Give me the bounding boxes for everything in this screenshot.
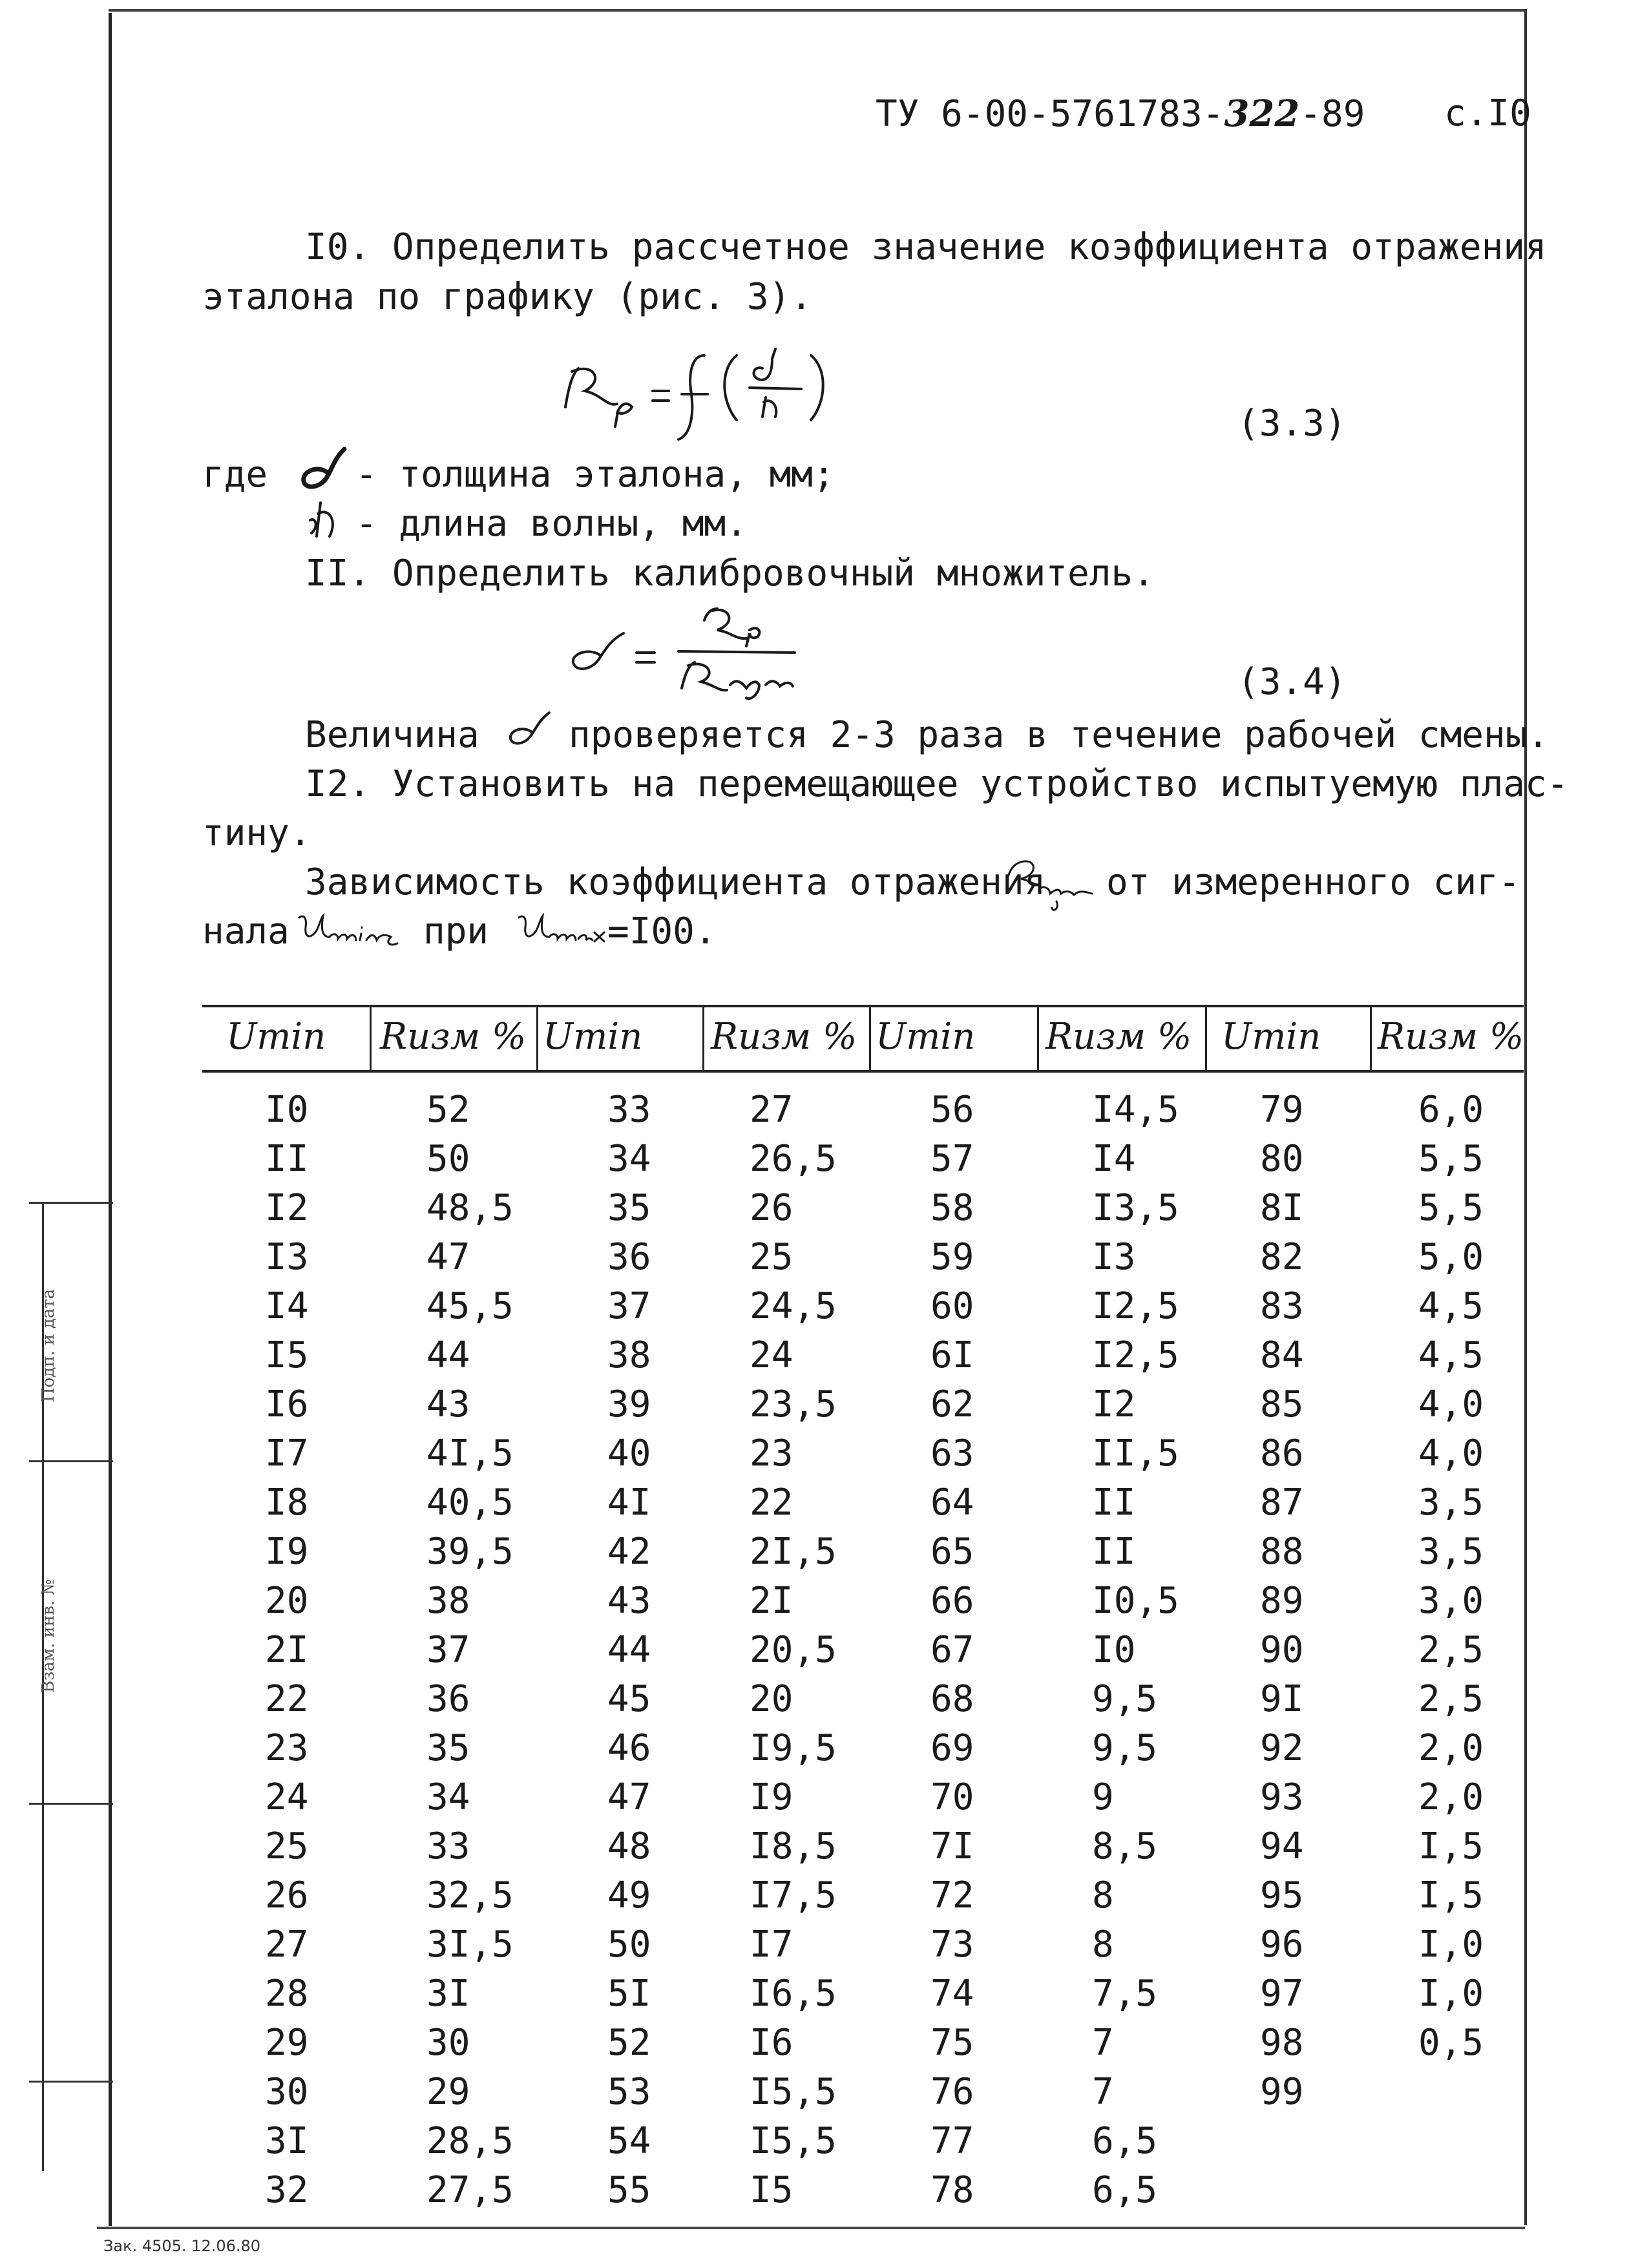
table-cell-umin: 78 [930,2169,974,2211]
table-cell-r: 8 [1092,1924,1114,1966]
table-cell-umin: 62 [930,1383,974,1425]
table-cell-r: 24,5 [750,1285,837,1327]
dependency-line2-end: =I00. [607,910,717,952]
table-cell-r: 8 [1092,1874,1114,1916]
table-cell-r: 29 [426,2071,470,2113]
table-cell-umin: 20 [265,1580,309,1622]
table-cell-r: I,5 [1418,1825,1484,1867]
table-cell-r: 2,5 [1418,1678,1484,1720]
table-cell-r: 4,0 [1418,1383,1484,1425]
table-cell-umin: 35 [607,1187,651,1229]
table-cell-r: I,0 [1418,1924,1484,1966]
table-cell-umin: 54 [607,2120,651,2162]
table-cell-umin: 93 [1260,1776,1304,1818]
table-cell-umin: 92 [1260,1727,1304,1769]
table-cell-umin: 72 [930,1874,974,1916]
doc-code-handwritten: 322 [1224,92,1300,135]
table-cell-umin: 6I [930,1334,974,1376]
column-header-umin: Umin [226,1016,326,1058]
table-cell-umin: II [265,1138,309,1180]
table-cell-umin: 59 [930,1236,974,1278]
table-cell-umin: 65 [930,1531,974,1573]
table-cell-r: I,0 [1418,1973,1484,2015]
column-header-r: Rизм % [380,1016,527,1058]
table-cell-r: 3,5 [1418,1482,1484,1524]
table-cell-umin: I3 [265,1236,309,1278]
frame-right-rule [1524,9,1527,2225]
table-cell-umin: 58 [930,1187,974,1229]
table-cell-r: I2 [1092,1383,1136,1425]
table-cell-r: I2,5 [1092,1334,1179,1376]
table-cell-umin: 39 [607,1383,651,1425]
table-divider [1205,1005,1207,1073]
table-cell-umin: 36 [607,1236,651,1278]
table-cell-r: 30 [426,2022,470,2064]
table-cell-r: 23,5 [750,1383,837,1425]
table-cell-r: 2,5 [1418,1629,1484,1671]
table-cell-r: 6,5 [1092,2120,1158,2162]
table-cell-umin: 99 [1260,2071,1304,2113]
table-cell-umin: 25 [265,1825,309,1867]
paragraph-12-line1: I2. Установить на перемещающее устройство испытуемую плас- [305,763,1569,805]
table-cell-r: 4,5 [1418,1285,1484,1327]
frame-top-rule [109,9,1527,12]
table-cell-r: 22 [750,1482,793,1524]
table-cell-umin: 55 [607,2169,651,2211]
table-cell-r: 4,0 [1418,1433,1484,1475]
table-cell-r: 38 [426,1580,470,1622]
table-cell-r: I4,5 [1092,1089,1179,1131]
table-cell-r: 20,5 [750,1629,837,1671]
table-cell-r: I2,5 [1092,1285,1179,1327]
table-cell-umin: 34 [607,1138,651,1180]
table-divider [869,1005,871,1073]
paragraph-10-line1: I0. Определить рассчетное значение коэффициента отражения [305,226,1547,268]
r-izm-symbol-icon [1002,856,1102,914]
equation-3-4-number: (3.4) [1237,661,1347,703]
doc-code [876,92,1365,135]
table-cell-umin: I6 [265,1383,309,1425]
side-stamp [0,1202,113,2171]
table-cell-r: I8,5 [750,1825,837,1867]
table-cell-umin: 24 [265,1776,309,1818]
equation-3-3-number: (3.3) [1237,403,1347,445]
doc-code-suffix: -89 [1299,93,1365,135]
table-cell-r: I6 [750,2022,793,2064]
footer-order-note: Зак. 4505. 12.06.80 [103,2237,261,2255]
stamp-label-signature: Подп. и дата [39,1288,58,1402]
column-header-r: Rизм % [1378,1016,1524,1058]
table-cell-umin: 79 [1260,1089,1304,1131]
table-cell-r: I5,5 [750,2071,837,2113]
table-cell-r: 43 [426,1383,470,1425]
check-sentence-suffix: проверяется 2-3 раза в течение рабочей смены. [569,714,1549,756]
table-cell-umin: 44 [607,1629,651,1671]
table-cell-r: 33 [426,1825,470,1867]
table-cell-umin: 60 [930,1285,974,1327]
table-cell-umin: 8I [1260,1187,1304,1229]
table-cell-r: 0,5 [1418,2022,1484,2064]
table-header-rule [202,1070,1524,1073]
table-cell-r: 2I,5 [750,1531,837,1573]
table-cell-umin: 30 [265,2071,309,2113]
table-cell-umin: 95 [1260,1874,1304,1916]
dependency-line2-start: нала [202,910,289,952]
table-cell-umin: 94 [1260,1825,1304,1867]
table-cell-umin: 40 [607,1433,651,1475]
table-cell-r: 5,5 [1418,1187,1484,1229]
table-cell-r: 39,5 [426,1531,514,1573]
table-cell-r: II [1092,1482,1136,1524]
paragraph-12-line2: тину. [202,812,311,854]
table-cell-umin: 56 [930,1089,974,1131]
formula-3-4 [552,601,824,704]
table-cell-umin: 45 [607,1678,651,1720]
table-cell-umin: 26 [265,1874,309,1916]
table-cell-umin: I4 [265,1285,309,1327]
table-divider [370,1005,372,1073]
table-cell-umin: I5 [265,1334,309,1376]
table-cell-umin: 27 [265,1924,309,1966]
table-cell-umin: 23 [265,1727,309,1769]
table-cell-r: I9 [750,1776,793,1818]
table-cell-r: 20 [750,1678,793,1720]
table-cell-r: II,5 [1092,1433,1179,1475]
page-number: с.I0 [1444,92,1531,134]
table-cell-r: 45,5 [426,1285,514,1327]
table-cell-umin: 53 [607,2071,651,2113]
table-cell-r: 24 [750,1334,793,1376]
table-cell-r: 8,5 [1092,1825,1158,1867]
table-cell-r: 37 [426,1629,470,1671]
table-cell-umin: 84 [1260,1334,1304,1376]
table-divider [702,1005,704,1073]
table-cell-umin: 52 [607,2022,651,2064]
table-cell-umin: 7I [930,1825,974,1867]
table-cell-r: I0,5 [1092,1580,1179,1622]
table-cell-r: 47 [426,1236,470,1278]
table-cell-umin: I7 [265,1433,309,1475]
paragraph-11: II. Определить калибровочный множитель. [305,552,1155,594]
u-max-symbol-icon [514,908,611,953]
table-cell-umin: 37 [607,1285,651,1327]
table-cell-r: 23 [750,1433,793,1475]
dependency-line2-mid: при [423,910,489,952]
table-cell-umin: 98 [1260,2022,1304,2064]
table-cell-umin: 2I [265,1629,309,1671]
table-cell-r: 44 [426,1334,470,1376]
table-cell-umin: 75 [930,2022,974,2064]
table-cell-r: I5 [750,2169,793,2211]
table-cell-r: I9,5 [750,1727,837,1769]
table-cell-umin: 90 [1260,1629,1304,1671]
table-cell-r: I3,5 [1092,1187,1179,1229]
table-cell-r: 50 [426,1138,470,1180]
table-cell-umin: 88 [1260,1531,1304,1573]
table-cell-umin: 50 [607,1924,651,1966]
table-cell-umin: I0 [265,1089,309,1131]
table-cell-r: I7,5 [750,1874,837,1916]
table-cell-r: 35 [426,1727,470,1769]
table-cell-umin: 87 [1260,1482,1304,1524]
table-cell-umin: I9 [265,1531,309,1573]
table-cell-umin: 29 [265,2022,309,2064]
delta-description: - толщина эталона, мм; [355,454,835,496]
table-divider [536,1005,538,1073]
table-cell-umin: 68 [930,1678,974,1720]
table-cell-umin: 86 [1260,1433,1304,1475]
table-cell-r: 3,5 [1418,1531,1484,1573]
table-cell-r: 3I,5 [426,1924,514,1966]
table-cell-umin: 80 [1260,1138,1304,1180]
table-cell-umin: 77 [930,2120,974,2162]
table-cell-r: 6,5 [1092,2169,1158,2211]
table-cell-r: 25 [750,1236,793,1278]
column-header-umin: Umin [543,1016,643,1058]
table-cell-r: 7 [1092,2022,1114,2064]
table-cell-umin: 74 [930,1973,974,2015]
table-cell-umin: 97 [1260,1973,1304,2015]
where-word: где [202,454,268,496]
check-sentence-prefix: Величина [305,714,479,756]
doc-code-prefix: ТУ 6-00-5761783- [876,93,1224,135]
stamp-label-replacement: Взам. инв. № [39,1579,58,1693]
table-top-rule [202,1005,1524,1007]
table-cell-umin: 47 [607,1776,651,1818]
table-cell-r: 34 [426,1776,470,1818]
column-header-r: Rизм % [1045,1016,1192,1058]
table-cell-umin: I8 [265,1482,309,1524]
table-cell-r: I,5 [1418,1874,1484,1916]
table-cell-umin: 43 [607,1580,651,1622]
table-cell-r: 48,5 [426,1187,514,1229]
table-cell-r: 36 [426,1678,470,1720]
table-cell-r: II [1092,1531,1136,1573]
table-cell-r: 26,5 [750,1138,837,1180]
table-cell-umin: 32 [265,2169,309,2211]
table-cell-umin: 4I [607,1482,651,1524]
table-cell-r: 3,0 [1418,1580,1484,1622]
table-cell-r: I4 [1092,1138,1136,1180]
table-cell-umin: 70 [930,1776,974,1818]
column-header-umin: Umin [876,1016,976,1058]
alpha-symbol-icon [503,709,554,748]
delta-symbol-icon [294,446,352,494]
table-cell-r: 5,5 [1418,1138,1484,1180]
table-cell-umin: I2 [265,1187,309,1229]
table-cell-umin: 5I [607,1973,651,2015]
table-cell-umin: 64 [930,1482,974,1524]
table-cell-umin: 38 [607,1334,651,1376]
table-cell-r: I0 [1092,1629,1136,1671]
formula-3-3 [556,330,892,446]
table-cell-umin: 57 [930,1138,974,1180]
table-cell-umin: 63 [930,1433,974,1475]
table-cell-r: 3I [426,1973,470,2015]
table-cell-r: 9,5 [1092,1678,1158,1720]
table-cell-umin: 76 [930,2071,974,2113]
table-cell-r: 2,0 [1418,1727,1484,1769]
table-cell-umin: 48 [607,1825,651,1867]
table-cell-r: I6,5 [750,1973,837,2015]
table-cell-umin: 89 [1260,1580,1304,1622]
table-cell-r: 32,5 [426,1874,514,1916]
table-cell-umin: 33 [607,1089,651,1131]
table-cell-r: I7 [750,1924,793,1966]
table-cell-umin: 28 [265,1973,309,2015]
table-cell-r: I3 [1092,1236,1136,1278]
table-cell-r: 28,5 [426,2120,514,2162]
column-header-r: Rизм % [711,1016,857,1058]
lambda-symbol-icon [302,498,348,543]
table-cell-umin: 96 [1260,1924,1304,1966]
table-divider [1370,1005,1372,1073]
lambda-description: - длина волны, мм. [355,503,748,545]
table-cell-umin: 67 [930,1629,974,1671]
table-cell-r: 2,0 [1418,1776,1484,1818]
table-cell-r: 6,0 [1418,1089,1484,1131]
table-cell-r: 5,0 [1418,1236,1484,1278]
table-cell-umin: 46 [607,1727,651,1769]
table-cell-r: 40,5 [426,1482,514,1524]
table-cell-r: 27 [750,1089,793,1131]
table-cell-r: 4,5 [1418,1334,1484,1376]
table-cell-r: 7 [1092,2071,1114,2113]
paragraph-10-line2: эталона по графику (рис. 3). [202,276,813,318]
table-cell-umin: 69 [930,1727,974,1769]
table-cell-umin: 73 [930,1924,974,1966]
table-cell-r: 2I [750,1580,793,1622]
table-cell-r: 27,5 [426,2169,514,2211]
table-cell-umin: 83 [1260,1285,1304,1327]
table-cell-r: 4I,5 [426,1433,514,1475]
column-header-umin: Umin [1221,1016,1321,1058]
table-cell-umin: 82 [1260,1236,1304,1278]
table-cell-r: 9 [1092,1776,1114,1818]
table-cell-umin: 49 [607,1874,651,1916]
frame-bottom-rule [97,2227,1525,2229]
table-cell-umin: 66 [930,1580,974,1622]
table-cell-umin: 22 [265,1678,309,1720]
table-cell-r: 26 [750,1187,793,1229]
table-cell-r: 9,5 [1092,1727,1158,1769]
table-cell-r: 7,5 [1092,1973,1158,2015]
u-min-symbol-icon [294,908,401,956]
table-cell-umin: 9I [1260,1678,1304,1720]
table-cell-r: I5,5 [750,2120,837,2162]
dependency-line1-start: Зависимость коэффициента отражения [305,861,1046,903]
table-cell-umin: 42 [607,1531,651,1573]
table-cell-umin: 3I [265,2120,309,2162]
table-cell-umin: 85 [1260,1383,1304,1425]
table-cell-r: 52 [426,1089,470,1131]
dependency-line1-end: от измеренного сиг- [1106,861,1520,903]
table-divider [1037,1005,1039,1073]
